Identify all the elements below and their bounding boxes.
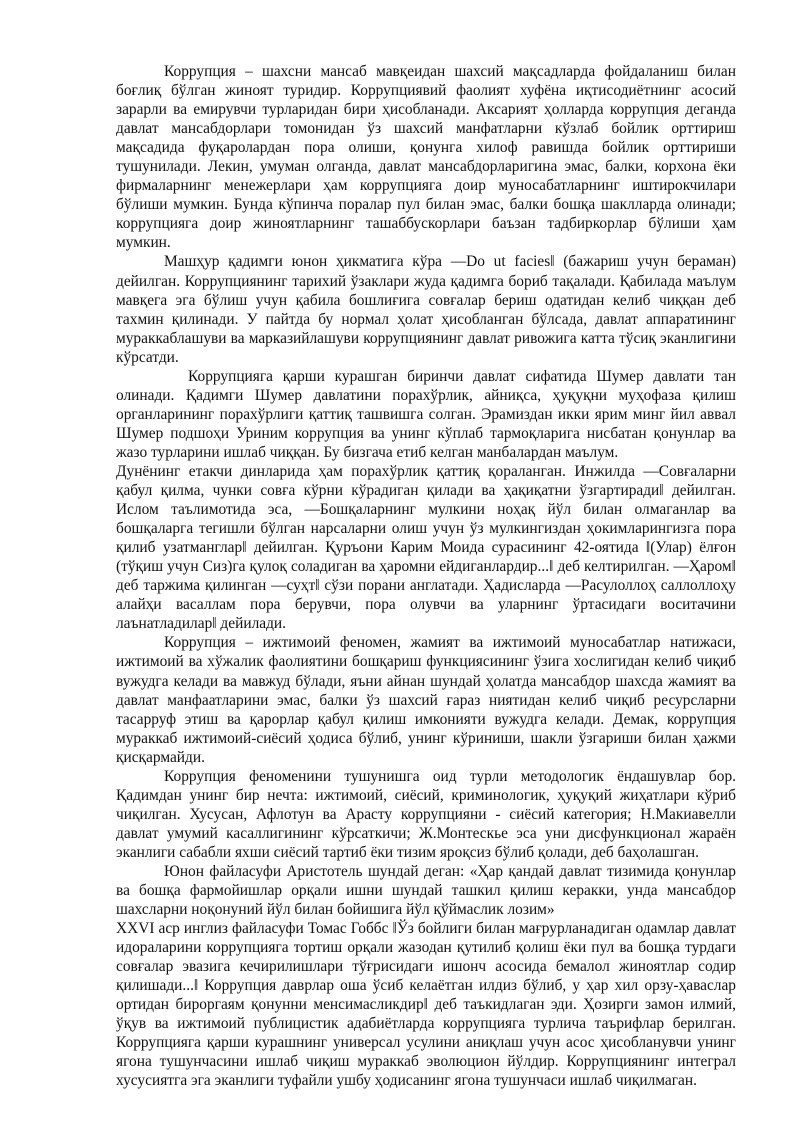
- paragraph-aristotle-quote: Юнон файласуфи Аристотель шундай деган: «Ҳар қандай давлат тизимида қонунлар ва бошқа фармойишлар орқали ишни шундай ташкил қилиш керакки, унда мансабдор шахсларни ноқонуний йўл билан бойишига йўл қўймаслик лозим»: [116, 862, 736, 919]
- paragraph-methodological-approaches: Коррупция феноменини тушунишга оид турли методологик ёндашувлар бор. Қадимдан унинг бир нечта: ижтимоий, сиёсий, криминологик, ҳуқуқий жиҳатлари кўриб чиқилган. Хусусан, Афлотун ва Арасту коррупцияни - сиёсий категория; Н.Макиавелли давлат умумий касаллигининг кўрсаткичи; Ж.Монтескье эса уни дисфункционал жараён эканлиги сабабли яхши сиёсий тартиб ёки тизим яроқсиз бўлиб қолади, деб баҳолашган.: [116, 767, 736, 861]
- paragraph-world-religions: Дунёнинг етакчи динларида ҳам порахўрлик қаттиқ қораланган. Инжилда ―Совғаларни қабул қилма, чунки совға кўрни кўрадиган қилади ва ҳақиқатни ўзгартиради‖ дейилган. Ислом таълимотида эса, ―Бошқаларнинг мулкини ноҳақ йўл билан олмаганлар ва бошқаларга тегишли бўлган нарсаларни олиш учун ўз мулкингиздан ҳокимларингизга пора қилиб узатманглар‖ дейилган. Қуръони Карим Моида сурасининг 42-оятида ‖(Улар) ёлғон (тўқиш учун Сиз)га қулоқ соладиган ва ҳаромни ейдиганлардир...‖ деб келтирилган. ―Ҳаром‖ деб таржима қилинган ―суҳт‖ сўзи порани англатади. Ҳадисларда ―Расулоллоҳ саллоллоҳу алайҳи васаллам пора берувчи, пора олувчи ва уларнинг ўртасидаги воситачини лаънатладилар‖ дейилади.: [116, 462, 736, 633]
- document-page: [116, 62, 736, 1091]
- paragraph-sumer-state: Коррупцияга қарши курашган биринчи давлат сифатида Шумер давлати тан олинади. Қадимги Шумер давлатини порахўрлик, айниқса, ҳуқуқни муҳофаза қилиш органларининг порахўрлиги қаттиқ ташвишга солган. Эрамиздан икки ярим минг йил аввал Шумер подшоҳи Уриним коррупция ва унинг кўплаб тармоқларига нисбатан қонунлар ва жазо турларини ишлаб чиққан. Бу бизгача етиб келган манбалардан маълум.: [116, 367, 736, 461]
- paragraph-corruption-definition: Коррупция – шахсни мансаб мавқеидан шахсий мақсадларда фойдаланиш билан боғлиқ бўлган жиноят туридир. Коррупциявий фаолият хуфёна иқтисодиётнинг асосий зарарли ва емирувчи турларидан бири ҳисобланади. Аксарият ҳолларда коррупция деганда давлат мансабдорлари томонидан ўз шахсий манфатларни кўзлаб бойлик орттириш мақсадида фуқаролардан пора олиши, қонунга хилоф равишда бойлик орттириши тушунилади. Лекин, умуман олганда, давлат мансабдорларигина эмас, балки, корхона ёки фирмаларнинг менежерлари ҳам коррупцияга доир муносабатларнинг иштирокчилари бўлиши мумкин. Бунда кўпинча поралар пул билан эмас, балки бошқа шаклларда олинади; коррупцияга доир жиноятларнинг ташаббускорлари баъзан тадбиркорлар бўлиши ҳам мумкин.: [116, 63, 736, 252]
- paragraph-social-phenomenon: Коррупция – ижтимоий феномен, жамият ва ижтимоий муносабатлар натижаси, ижтимоий ва хўжалик фаолиятини бошқариш функциясининг ўзига хослигидан келиб чиқиб вужудга келади ва мавжуд бўлади, яъни айнан шундай ҳолатда мансабдор шахсда жамият ва давлат манфаатларини эмас, балки ўз шахсий ғараз ниятидан келиб чиқиб ресурсларни тасарруф этиш ва қарорлар қабул қилиш имконияти вужудга келади. Демак, коррупция мураккаб ижтимоий-сиёсий ҳодиса бўлиб, унинг кўриниши, шакли ўзгариши билан ҳажми қисқармайди.: [116, 634, 736, 766]
- paragraph-ancient-wisdom: Машҳур қадимги юнон ҳикматига кўра ―Do ut facies‖ (бажариш учун бераман) дейилган. Коррупциянинг тарихий ўзаклари жуда қадимга бориб тақалади. Қабилада маълум мавқега эга бўлиш учун қабила бошлиғига совғалар бериш одатидан келиб чиққан деб тахмин қилинади. У пайтда бу нормал ҳолат ҳисобланган бўлсада, давлат аппаратининг мураккаблашуви ва марказийлашуви коррупциянинг давлат ривожига катта тўсиқ эканлигини кўрсатди.: [116, 253, 736, 366]
- paragraph-thomas-hobbes: XXVI аср инглиз файласуфи Томас Гоббс ‖Ўз бойлиги билан мағрурланадиган одамлар давлат идораларини коррупцияга тортиш орқали жазодан қутилиб қолиш ёки пул ва бошқа турдаги совғалар эвазига кечирилишлари тўғрисидаги ишонч асосида бемалол жиноятлар содир қилишади...‖ Коррупция даврлар оша ўсиб келаётган илдиз бўлиб, у ҳар хил орзу-ҳаваслар ортидан бироргаям қонунни менсимасликдир‖ деб таъкидлаган эди. Ҳозирги замон илмий, ўқув ва ижтимоий публицистик адабиётларда коррупцияга турлича таърифлар берилган. Коррупцияга қарши курашнинг универсал усулини аниқлаш учун асос ҳисобланувчи унинг ягона тушунчасини ишлаб чиқиш мураккаб эволюцион йўлдир. Коррупциянинг интеграл хусусиятга эга эканлиги туфайли ушбу ҳодисанинг ягона тушунчаси ишлаб чиқилмаган.: [116, 920, 736, 1090]
